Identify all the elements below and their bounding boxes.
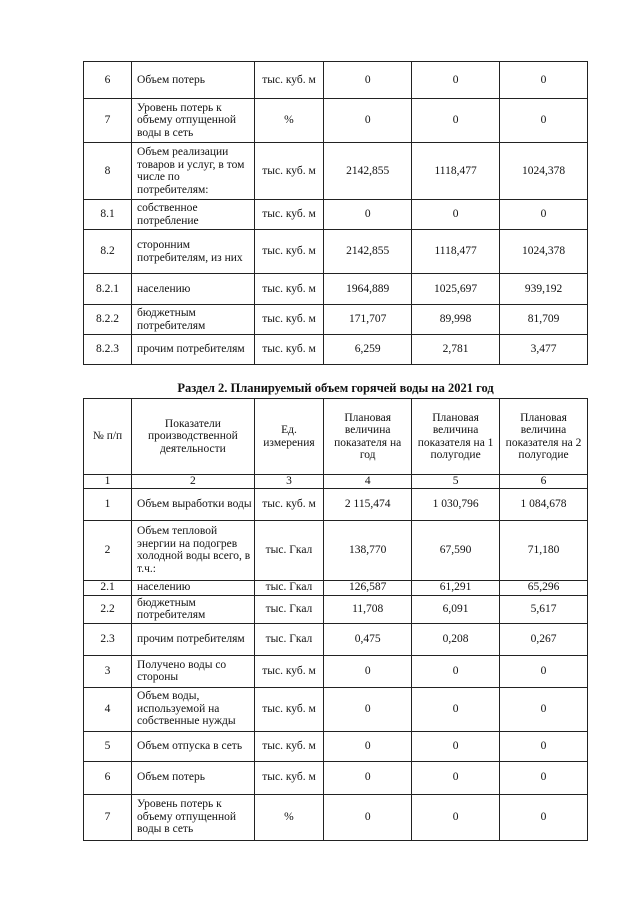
header-plan-half1: Плановая величина показателя на 1 полугодие (412, 399, 500, 475)
table1-body (84, 62, 588, 365)
row-number: 8.2 (84, 230, 132, 274)
section-2-title: Раздел 2. Планируемый объем горячей воды на 2021 год (177, 381, 494, 395)
column-number: 2 (132, 475, 255, 489)
indicator-name: Объем потерь (132, 761, 255, 794)
indicator-name: Уровень потерь к объему отпущенной воды в сеть (132, 794, 255, 840)
unit: тыс. куб. м (254, 655, 324, 687)
unit: % (254, 794, 324, 840)
unit: тыс. куб. м (254, 488, 324, 520)
water-volume-table-continued (83, 61, 588, 365)
column-number: 6 (500, 475, 588, 489)
value-year: 138,770 (324, 520, 412, 580)
value-half2: 0 (500, 731, 588, 761)
value-half1: 0 (412, 761, 500, 794)
indicator-name: бюджетным потребителям (132, 595, 255, 623)
value-half2: 0 (500, 761, 588, 794)
unit: тыс. куб. м (254, 731, 324, 761)
value-year: 0,475 (324, 623, 412, 655)
row-number: 6 (84, 62, 132, 99)
unit: тыс. куб. м (254, 761, 324, 794)
column-number-row (84, 475, 588, 489)
table-row (84, 200, 588, 230)
value-half1: 0 (412, 687, 500, 731)
value-half1: 0 (412, 99, 500, 143)
value-year: 2 115,474 (324, 488, 412, 520)
table-row (84, 580, 588, 595)
value-half2: 3,477 (500, 335, 588, 365)
row-number: 2.3 (84, 623, 132, 655)
row-number: 8.2.3 (84, 335, 132, 365)
table-row (84, 305, 588, 335)
value-half2: 939,192 (500, 274, 588, 305)
table-row (84, 335, 588, 365)
unit: тыс. куб. м (254, 62, 324, 99)
value-half1: 1025,697 (412, 274, 500, 305)
header-unit: Ед. измерения (254, 399, 324, 475)
value-half1: 0 (412, 794, 500, 840)
value-half1: 67,590 (412, 520, 500, 580)
table-row (84, 488, 588, 520)
row-number: 5 (84, 731, 132, 761)
value-year: 171,707 (324, 305, 412, 335)
value-year: 0 (324, 761, 412, 794)
table-row (84, 687, 588, 731)
value-year: 2142,855 (324, 230, 412, 274)
row-number: 1 (84, 488, 132, 520)
value-half2: 0 (500, 200, 588, 230)
indicator-name: Уровень потерь к объему отпущенной воды в сеть (132, 99, 255, 143)
value-half2: 1024,378 (500, 230, 588, 274)
value-year: 126,587 (324, 580, 412, 595)
value-half2: 5,617 (500, 595, 588, 623)
value-year: 0 (324, 99, 412, 143)
table-row (84, 731, 588, 761)
value-year: 1964,889 (324, 274, 412, 305)
value-half1: 6,091 (412, 595, 500, 623)
row-number: 6 (84, 761, 132, 794)
indicator-name: населению (132, 580, 255, 595)
row-number: 2 (84, 520, 132, 580)
row-number: 2.2 (84, 595, 132, 623)
indicator-name: бюджетным потребителям (132, 305, 255, 335)
header-number: № п/п (84, 399, 132, 475)
value-half1: 0 (412, 200, 500, 230)
value-half2: 65,296 (500, 580, 588, 595)
value-half2: 0 (500, 655, 588, 687)
value-half2: 0 (500, 794, 588, 840)
table-row (84, 794, 588, 840)
value-half1: 0 (412, 731, 500, 761)
table-row (84, 99, 588, 143)
header-plan-year: Плановая величина показателя на год (324, 399, 412, 475)
unit: тыс. куб. м (254, 143, 324, 200)
unit: тыс. Гкал (254, 520, 324, 580)
value-year: 0 (324, 731, 412, 761)
indicator-name: собственное потребление (132, 200, 255, 230)
value-year: 0 (324, 687, 412, 731)
indicator-name: Объем выработки воды (132, 488, 255, 520)
table-row (84, 143, 588, 200)
row-number: 3 (84, 655, 132, 687)
value-year: 6,259 (324, 335, 412, 365)
column-number: 4 (324, 475, 412, 489)
indicator-name: Объем потерь (132, 62, 255, 99)
row-number: 8 (84, 143, 132, 200)
indicator-name: прочим потребителям (132, 335, 255, 365)
table-header-row (84, 399, 588, 475)
table-row (84, 623, 588, 655)
indicator-name: населению (132, 274, 255, 305)
value-half1: 1118,477 (412, 230, 500, 274)
column-number: 3 (254, 475, 324, 489)
value-half1: 1118,477 (412, 143, 500, 200)
unit: тыс. куб. м (254, 305, 324, 335)
value-half1: 2,781 (412, 335, 500, 365)
row-number: 8.2.1 (84, 274, 132, 305)
row-number: 4 (84, 687, 132, 731)
indicator-name: Объем реализации товаров и услуг, в том числе по потребителям: (132, 143, 255, 200)
row-number: 7 (84, 794, 132, 840)
unit: % (254, 99, 324, 143)
value-half1: 1 030,796 (412, 488, 500, 520)
column-number: 5 (412, 475, 500, 489)
table-row (84, 62, 588, 99)
unit: тыс. куб. м (254, 200, 324, 230)
value-year: 11,708 (324, 595, 412, 623)
header-plan-half2: Плановая величина показателя на 2 полугодие (500, 399, 588, 475)
value-year: 0 (324, 200, 412, 230)
value-year: 2142,855 (324, 143, 412, 200)
row-number: 8.1 (84, 200, 132, 230)
unit: тыс. Гкал (254, 580, 324, 595)
value-half2: 1 084,678 (500, 488, 588, 520)
value-half2: 1024,378 (500, 143, 588, 200)
row-number: 8.2.2 (84, 305, 132, 335)
table-row (84, 655, 588, 687)
indicator-name: сторонним потребителям, из них (132, 230, 255, 274)
table-row (84, 595, 588, 623)
table-row (84, 761, 588, 794)
indicator-name: прочим потребителям (132, 623, 255, 655)
value-half1: 0 (412, 62, 500, 99)
unit: тыс. Гкал (254, 595, 324, 623)
value-half2: 0,267 (500, 623, 588, 655)
value-half1: 89,998 (412, 305, 500, 335)
value-half1: 0 (412, 655, 500, 687)
value-half2: 0 (500, 687, 588, 731)
value-half2: 0 (500, 62, 588, 99)
table-row (84, 230, 588, 274)
table-row (84, 274, 588, 305)
row-number: 2.1 (84, 580, 132, 595)
value-half2: 81,709 (500, 305, 588, 335)
unit: тыс. Гкал (254, 623, 324, 655)
value-half1: 0,208 (412, 623, 500, 655)
value-half1: 61,291 (412, 580, 500, 595)
value-half2: 0 (500, 99, 588, 143)
unit: тыс. куб. м (254, 274, 324, 305)
column-number: 1 (84, 475, 132, 489)
indicator-name: Объем тепловой энергии на подогрев холодной воды всего, в т.ч.: (132, 520, 255, 580)
value-year: 0 (324, 655, 412, 687)
table2-body (84, 399, 588, 841)
value-half2: 71,180 (500, 520, 588, 580)
value-year: 0 (324, 62, 412, 99)
indicator-name: Получено воды со стороны (132, 655, 255, 687)
unit: тыс. куб. м (254, 335, 324, 365)
header-indicator: Показатели производственной деятельности (132, 399, 255, 475)
unit: тыс. куб. м (254, 230, 324, 274)
indicator-name: Объем отпуска в сеть (132, 731, 255, 761)
value-year: 0 (324, 794, 412, 840)
unit: тыс. куб. м (254, 687, 324, 731)
table-row (84, 520, 588, 580)
indicator-name: Объем воды, используемой на собственные нужды (132, 687, 255, 731)
row-number: 7 (84, 99, 132, 143)
hot-water-plan-table (83, 398, 588, 841)
